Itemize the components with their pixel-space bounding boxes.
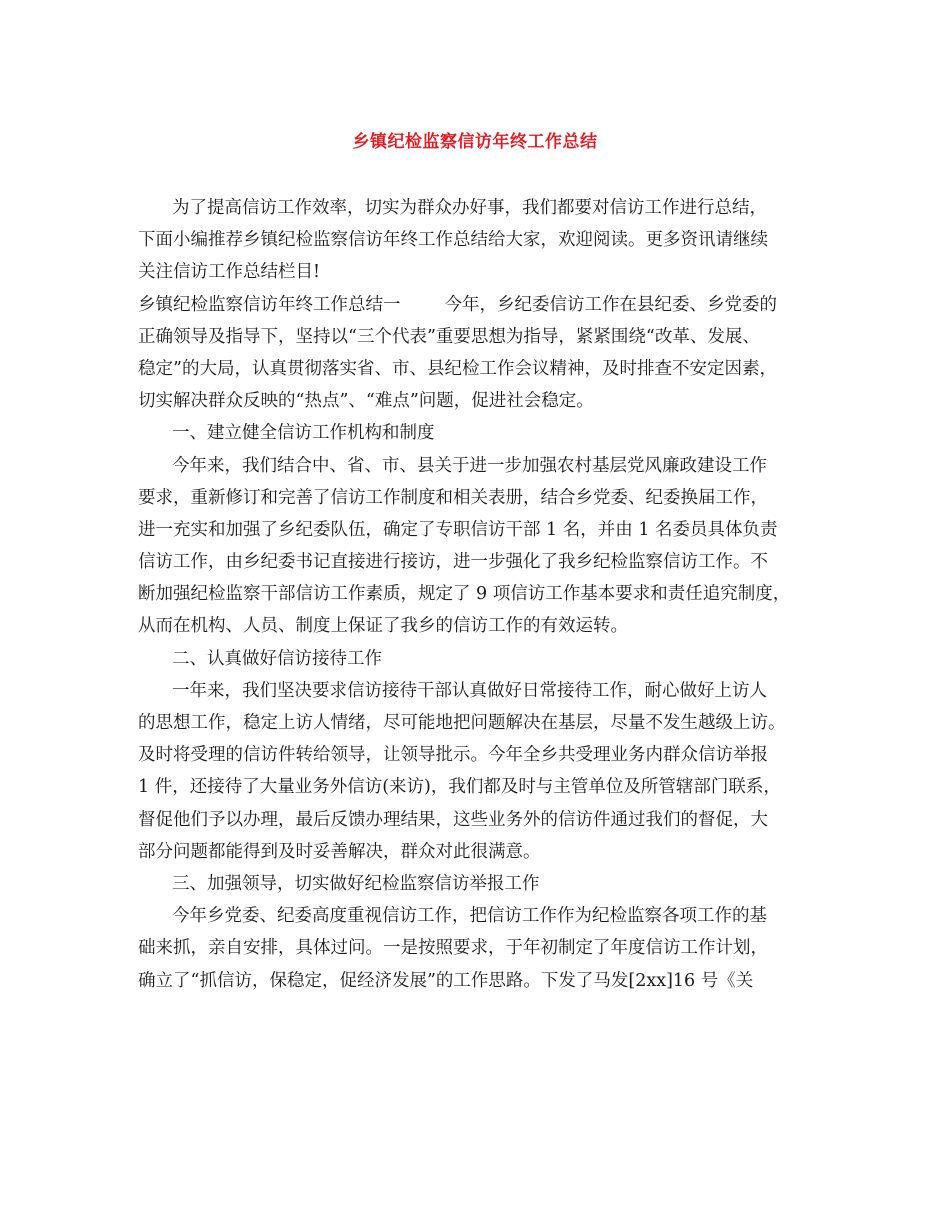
document-body [138, 192, 818, 997]
paragraph-line: 信访工作，由乡纪委书记直接进行接访，进一步强化了我乡纪检监察信访工作。不 [138, 552, 768, 573]
section-heading: 二、认真做好信访接待工作 [172, 648, 382, 669]
paragraph-line: 及时将受理的信访件转给领导，让领导批示。今年全乡共受理业务内群众信访举报 [138, 745, 768, 766]
paragraph-line: 关注信访工作总结栏目! [138, 262, 321, 283]
paragraph-text: 今年，乡纪委信访工作在县纪委、乡党委的 [444, 294, 777, 315]
paragraph-line: 一年来，我们坚决要求信访接待干部认真做好日常接待工作，耐心做好上访人 [172, 680, 767, 701]
paragraph-line: 正确领导及指导下，坚持以“三个代表”重要思想为指导，紧紧围绕“改革、发展、 [138, 326, 760, 347]
paragraph-line: 确立了“抓信访，保稳定，促经济发展”的工作思路。下发了马发[2xx]16 号《关 [138, 970, 754, 991]
paragraph-line: 断加强纪检监察干部信访工作素质，规定了 9 项信访工作基本要求和责任追究制度， [138, 584, 791, 605]
paragraph-line: 今年来，我们结合中、省、市、县关于进一步加强农村基层党风廉政建设工作 [172, 455, 767, 476]
section-heading: 三、加强领导，切实做好纪检监察信访举报工作 [172, 873, 540, 894]
paragraph-line: 下面小编推荐乡镇纪检监察信访年终工作总结给大家，欢迎阅读。更多资讯请继续 [138, 230, 768, 251]
paragraph-line: 进一充实和加强了乡纪委队伍，确定了专职信访干部 1 名，并由 1 名委员具体负责 [138, 519, 778, 540]
paragraph-line: 今年乡党委、纪委高度重视信访工作，把信访工作作为纪检监察各项工作的基 [172, 906, 767, 927]
paragraph-line: 1 件，还接待了大量业务外信访(来访)，我们都及时与主管单位及所管辖部门联系， [138, 777, 781, 798]
section-heading: 一、建立健全信访工作机构和制度 [172, 423, 435, 444]
paragraph-line: 础来抓，亲自安排，具体过问。一是按照要求，于年初制定了年度信访工作计划， [138, 938, 768, 959]
section-heading-inline: 乡镇纪检监察信访年终工作总结一 [138, 294, 401, 315]
paragraph-line [138, 289, 818, 321]
paragraph-line: 部分问题都能得到及时妥善解决，群众对此很满意。 [138, 841, 541, 862]
paragraph-line: 稳定”的大局，认真贯彻落实省、市、县纪检工作会议精神，及时排查不安定因素， [138, 358, 777, 379]
paragraph-line: 的思想工作，稳定上访人情绪，尽可能地把问题解决在基层，尽量不发生越级上访。 [138, 713, 786, 733]
paragraph-line: 为了提高信访工作效率，切实为群众办好事，我们都要对信访工作进行总结， [172, 198, 767, 218]
paragraph-line: 切实解决群众反映的“热点”、“难点”问题，促进社会稳定。 [138, 391, 594, 412]
paragraph-line: 从而在机构、人员、制度上保证了我乡的信访工作的有效运转。 [138, 616, 628, 637]
document-title: 乡镇纪检监察信访年终工作总结 [352, 132, 598, 152]
paragraph-line: 要求，重新修订和完善了信访工作制度和相关表册，结合乡党委、纪委换届工作， [138, 487, 768, 508]
paragraph-line: 督促他们予以办理，最后反馈办理结果，这些业务外的信访件通过我们的督促，大 [138, 809, 768, 830]
